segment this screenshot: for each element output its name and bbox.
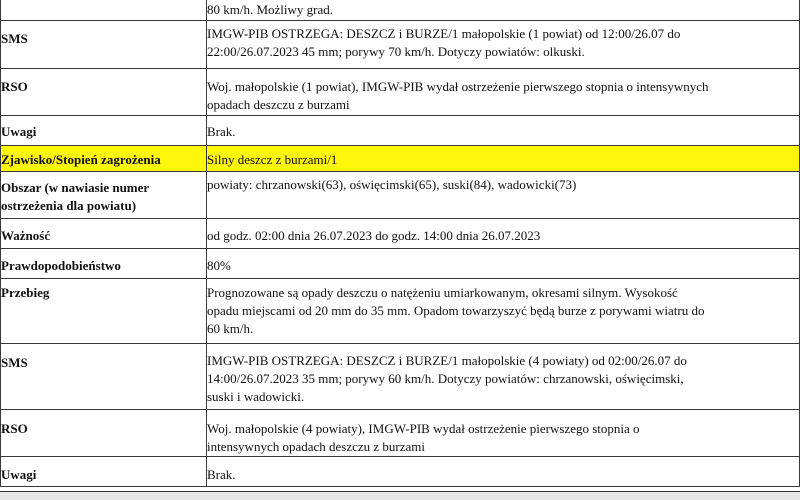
table-row <box>1 21 800 69</box>
row-label: Ważność <box>1 219 207 249</box>
table-row <box>1 410 800 457</box>
row-label <box>1 0 207 21</box>
row-label: SMS <box>1 21 207 69</box>
table-row <box>1 0 800 21</box>
row-value: IMGW-PIB OSTRZEGA: DESZCZ i BURZE/1 małopolskie (4 powiaty) od 02:00/26.07 do 14:00/26.07.2023 35 mm; porywy 60 km/h. Dotyczy powiatów: chrzanowski, oświęcimski, suski i wadowicki. <box>207 344 800 410</box>
row-value: 80 km/h. Możliwy grad. <box>207 0 800 21</box>
row-value: Silny deszcz z burzami/1 <box>207 146 800 172</box>
table-row <box>1 279 800 344</box>
row-label: SMS <box>1 344 207 410</box>
row-value: Brak. <box>207 116 800 146</box>
row-value: Brak. <box>207 457 800 487</box>
table-row <box>1 457 800 487</box>
row-value: Prognozowane są opady deszczu o natężeniu umiarkowanym, okresami silnym. Wysokość opadu miejscami od 20 mm do 35 mm. Opadom towarzyszyć będą burze z porywami wiatru do 60 km/h. <box>207 279 800 344</box>
row-value: Woj. małopolskie (4 powiaty), IMGW-PIB wydał ostrzeżenie pierwszego stopnia o intensywnych opadach deszczu z burzami <box>207 410 800 457</box>
table-row <box>1 249 800 279</box>
row-value: Woj. małopolskie (1 powiat), IMGW-PIB wydał ostrzeżenie pierwszego stopnia o intensywnych opadach deszczu z burzami <box>207 69 800 116</box>
table-row <box>1 172 800 219</box>
table-row <box>1 116 800 146</box>
table-row <box>1 69 800 116</box>
row-label: Uwagi <box>1 116 207 146</box>
row-value: 80% <box>207 249 800 279</box>
table-row <box>1 219 800 249</box>
row-label: Obszar (w nawiasie numer ostrzeżenia dla powiatu) <box>1 172 207 219</box>
row-label: Prawdopodobieństwo <box>1 249 207 279</box>
row-label: Uwagi <box>1 457 207 487</box>
row-label: RSO <box>1 410 207 457</box>
row-label: Zjawisko/Stopień zagrożenia <box>1 146 207 172</box>
row-label: Przebieg <box>1 279 207 344</box>
row-value: powiaty: chrzanowski(63), oświęcimski(65), suski(84), wadowicki(73) <box>207 172 800 219</box>
table-row <box>1 344 800 410</box>
row-value: IMGW-PIB OSTRZEGA: DESZCZ i BURZE/1 małopolskie (1 powiat) od 12:00/26.07 do 22:00/26.07.2023 45 mm; porywy 70 km/h. Dotyczy powiatów: olkuski. <box>207 21 800 69</box>
next-section-strip <box>0 491 800 500</box>
row-label: RSO <box>1 69 207 116</box>
table-row-highlighted <box>1 146 800 172</box>
row-value: od godz. 02:00 dnia 26.07.2023 do godz. 14:00 dnia 26.07.2023 <box>207 219 800 249</box>
